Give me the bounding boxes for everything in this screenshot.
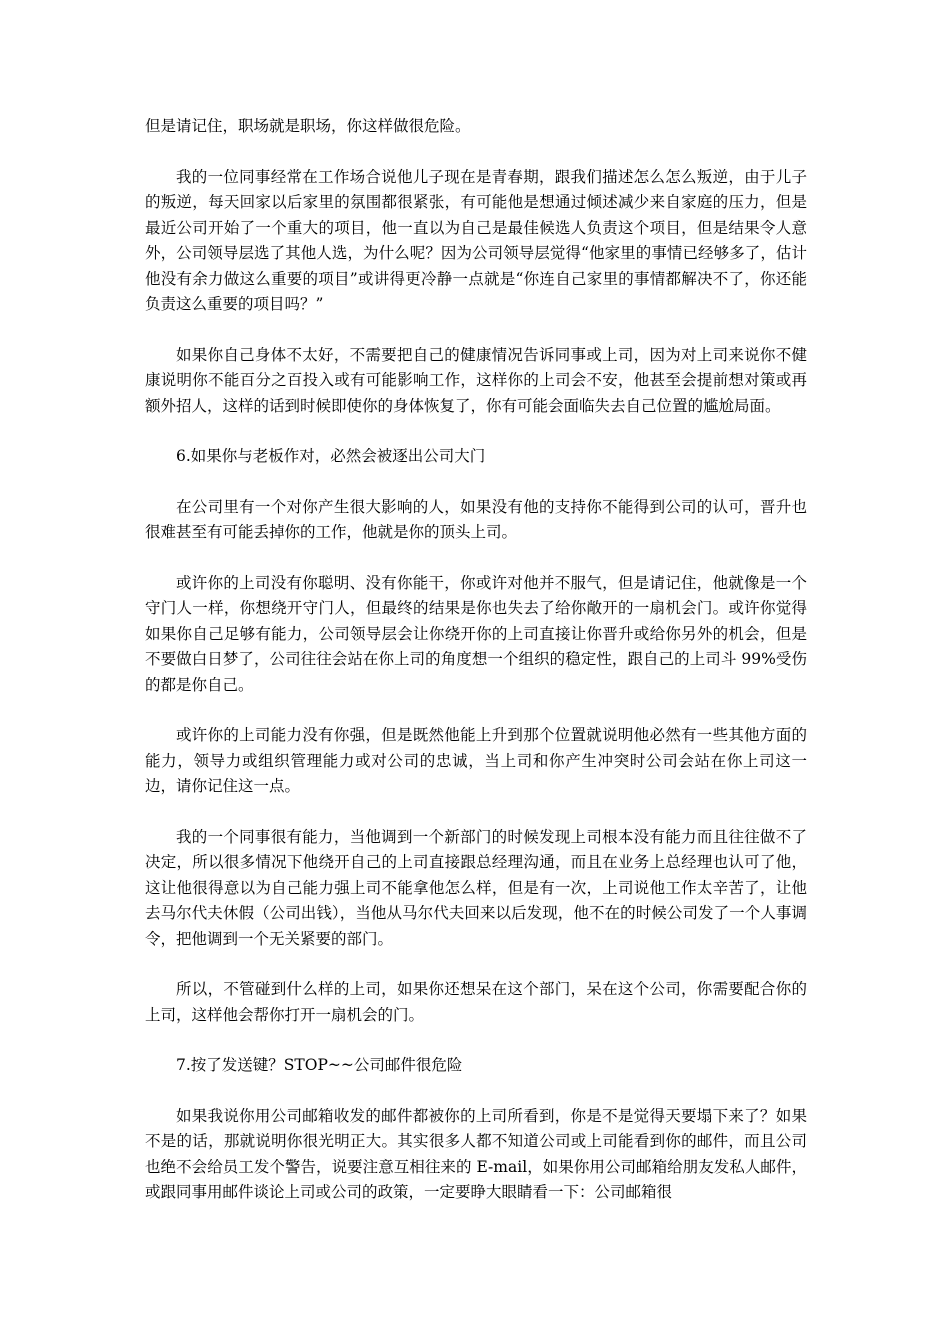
paragraph-direct-boss: 在公司里有一个对你产生很大影响的人，如果没有他的支持你不能得到公司的认可，晋升也很难甚至有可能丢掉你的工作，他就是你的顶头上司。 — [145, 497, 807, 541]
paragraph-gatekeeper: 或许你的上司没有你聪明、没有你能干，你或许对他并不服气，但是请记住，他就像是一个守门人一样，你想绕开守门人，但最终的结果是你也失去了给你敞开的一扇机会门。或许你觉得如果你自己足够有能力，公司领导层会让你绕开你的上司直接让你晋升或给你另外的机会，但是不要做白日梦了，公司往往会站在你上司的角度想一个组织的稳定性，跟自己的上司斗 99%受伤的都是你自己。 — [145, 573, 807, 694]
paragraph-colleague-son-story: 我的一位同事经常在工作场合说他儿子现在是青春期，跟我们描述怎么怎么叛逆，由于儿子的叛逆，每天回家以后家里的氛围都很紧张，有可能他是想通过倾述减少来自家庭的压力，但是最近公司开始了一个重大的项目，他一直以为自己是最佳候选人负责这个项目，但是结果令人意外，公司领导层选了其他人选，为什么呢？因为公司领导层觉得“他家里的事情已经够多了，估计他没有余力做这么重要的项目”或讲得更冷静一点就是“你连自己家里的事情都解决不了，你还能负责这么重要的项目吗？” — [145, 167, 807, 313]
paragraph-company-email: 如果我说你用公司邮箱收发的邮件都被你的上司所看到，你是不是觉得天要塌下来了？如果不是的话，那就说明你很光明正大。其实很多人都不知道公司或上司能看到你的邮件，而且公司也绝不会给员工发个警告，说要注意互相往来的 E-mail，如果你用公司邮箱给朋友发私人邮件，或跟同事用邮件谈论上司或公司的政策，一定要睁大眼睛看一下：公司邮箱很 — [145, 1106, 807, 1201]
document-body — [145, 114, 807, 1231]
paragraph-continuation: 但是请记住，职场就是职场，你这样做很危险。 — [145, 117, 471, 135]
paragraph-boss-abilities: 或许你的上司能力没有你强，但是既然他能上升到那个位置就说明他必然有一些其他方面的能力，领导力或组织管理能力或对公司的忠诚，当上司和你产生冲突时公司会站在你上司这一边，请你记住这一点。 — [145, 726, 807, 795]
section-heading-7: 7.按了发送键？STOP~~公司邮件很危险 — [176, 1056, 463, 1074]
paragraph-health-privacy: 如果你自己身体不太好，不需要把自己的健康情况告诉同事或上司，因为对上司来说你不健康说明你不能百分之百投入或有可能影响工作，这样你的上司会不安，他甚至会提前想对策或再额外招人，这样的话到时候即使你的身体恢复了，你有可能会面临失去自己位置的尴尬局面。 — [145, 345, 807, 415]
paragraph-cooperate-with-boss: 所以，不管碰到什么样的上司，如果你还想呆在这个部门，呆在这个公司，你需要配合你的上司，这样他会帮你打开一扇机会的门。 — [145, 980, 807, 1024]
paragraph-colleague-maldives-story: 我的一个同事很有能力，当他调到一个新部门的时候发现上司根本没有能力而且往往做不了决定，所以很多情况下他绕开自己的上司直接跟总经理沟通，而且在业务上总经理也认可了他，这让他很得意以为自己能力强上司不能拿他怎么样，但是有一次，上司说他工作太辛苦了，让他去马尔代夫休假（公司出钱），当他从马尔代夫回来以后发现，他不在的时候公司发了一个人事调令，把他调到一个无关紧要的部门。 — [145, 827, 807, 948]
section-heading-6: 6.如果你与老板作对，必然会被逐出公司大门 — [176, 447, 486, 465]
